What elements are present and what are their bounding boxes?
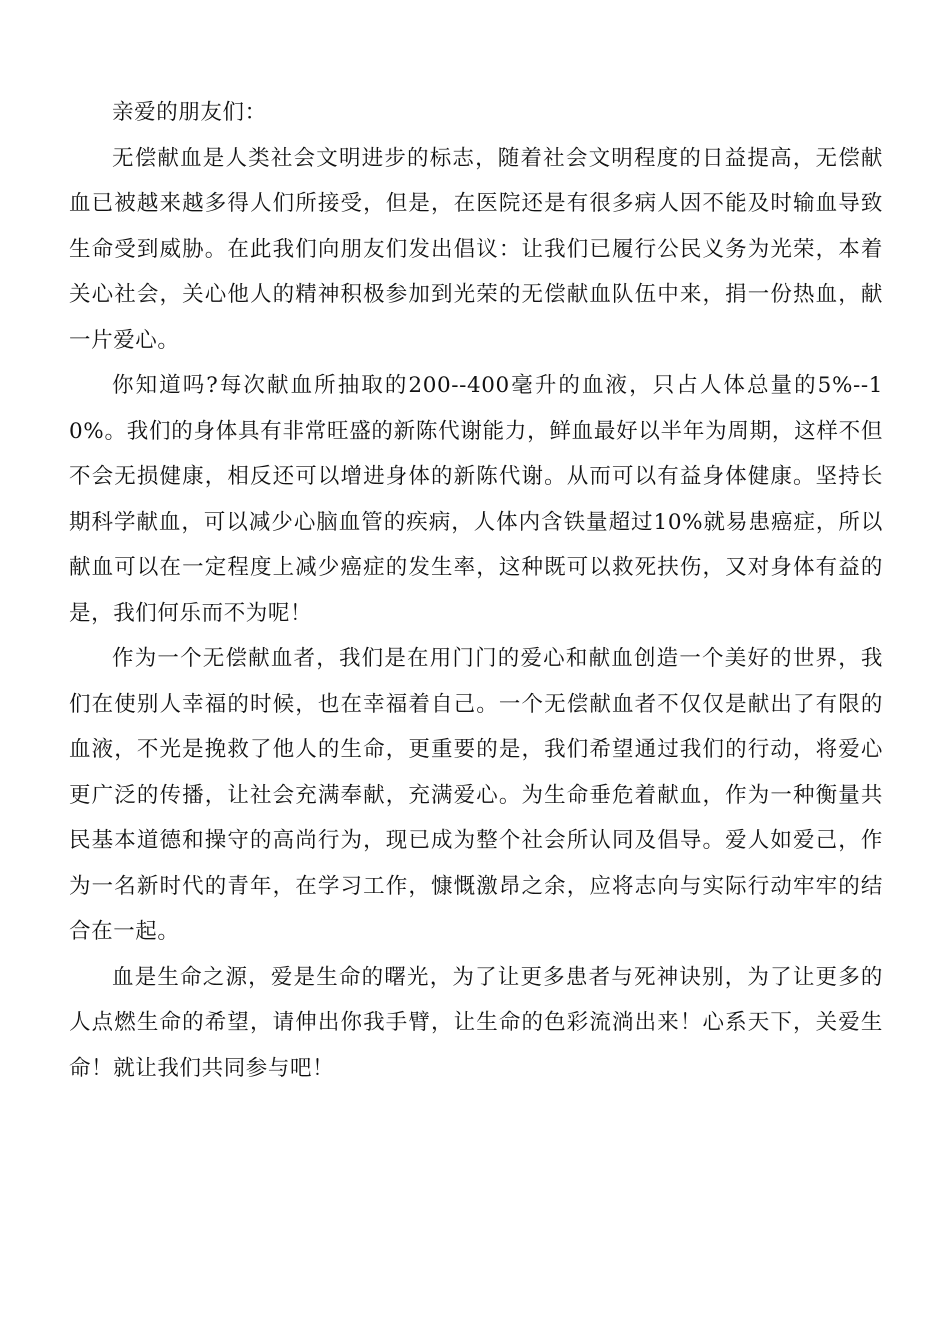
paragraph-1: 无偿献血是人类社会文明进步的标志，随着社会文明程度的日益提高，无偿献血已被越来越多得人们所接受，但是，在医院还是有很多病人因不能及时输血导致生命受到威胁。在此我们向朋友们发出倡议：让我们已履行公民义务为光荣，本着关心社会，关心他人的精神积极参加到光荣的无偿献血队伍中来，捐一份热血，献一片爱心。 — [69, 145, 883, 353]
paragraph-4: 血是生命之源，爱是生命的曙光，为了让更多患者与死神诀别，为了让更多的人点燃生命的希望，请伸出你我手臂，让生命的色彩流淌出来！心系天下，关爱生命！就让我们共同参与吧！ — [69, 964, 883, 1081]
salutation: 亲爱的朋友们： — [112, 100, 267, 125]
paragraph-3: 作为一个无偿献血者，我们是在用门门的爱心和献血创造一个美好的世界，我们在使别人幸福的时候，也在幸福着自己。一个无偿献血者不仅仅是献出了有限的血液，不光是挽救了他人的生命，更重要的是，我们希望通过我们的行动，将爱心更广泛的传播，让社会充满奉献，充满爱心。为生命垂危着献血，作为一种衡量共民基本道德和操守的高尚行为，现已成为整个社会所认同及倡导。爱人如爱己，作为一名新时代的青年，在学习工作，慷慨激昂之余，应将志向与实际行动牢牢的结合在一起。 — [69, 646, 883, 944]
paragraph-2: 你知道吗?每次献血所抽取的200--400毫升的血液，只占人体总量的5%--10%。我们的身体具有非常旺盛的新陈代谢能力，鲜血最好以半年为周期，这样不但不会无损健康，相反还可以增进身体的新陈代谢。从而可以有益身体健康。坚持长期科学献血，可以减少心脑血管的疾病，人体内含铁量超过10%就易患癌症，所以献血可以在一定程度上减少癌症的发生率，这种既可以救死扶伤，又对身体有益的是，我们何乐而不为呢！ — [69, 373, 883, 626]
letter-body — [69, 90, 883, 1091]
